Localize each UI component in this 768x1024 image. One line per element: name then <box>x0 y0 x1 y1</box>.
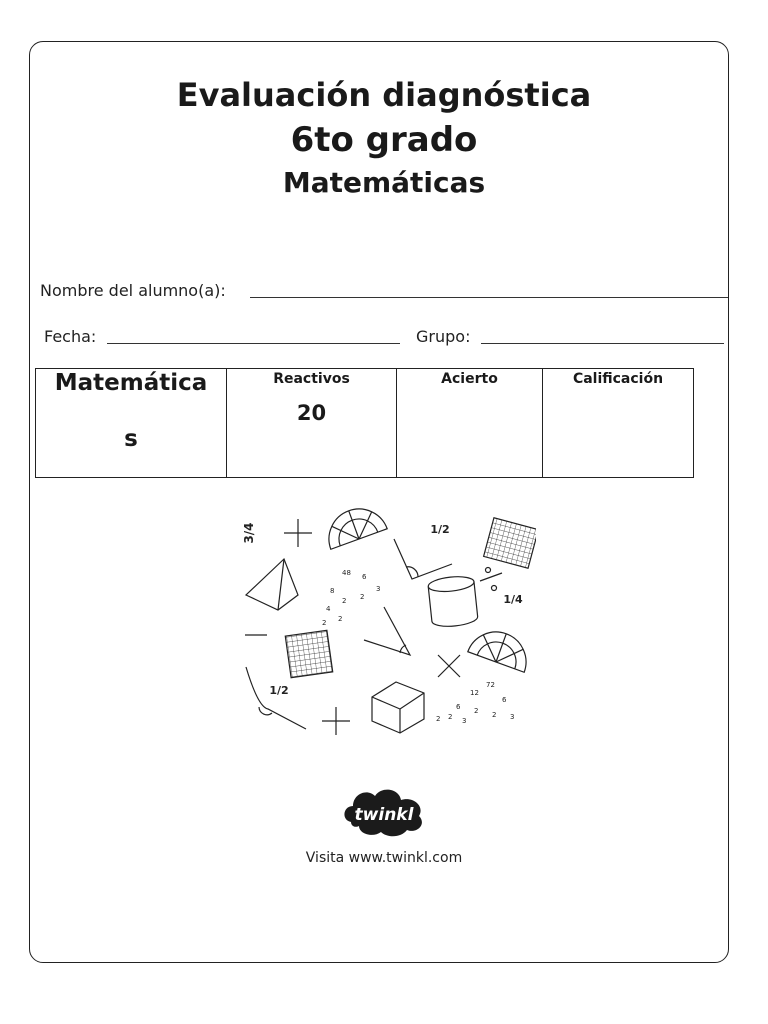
score-table <box>35 368 694 478</box>
svg-text:3: 3 <box>462 717 467 725</box>
svg-text:72: 72 <box>486 681 495 689</box>
fraction-top: 1/2 <box>430 523 450 536</box>
cylinder-icon <box>428 575 479 629</box>
math-clipart <box>234 507 536 739</box>
reactivos-value: 20 <box>296 401 327 425</box>
svg-text:6: 6 <box>502 696 507 704</box>
subject-cell-line-2: s <box>124 426 138 452</box>
grid-paper-icon <box>285 630 332 677</box>
svg-text:2: 2 <box>342 597 347 605</box>
svg-text:2: 2 <box>360 593 365 601</box>
title-line-2: 6to grado <box>290 120 478 160</box>
fraction-bottom-left: 1/2 <box>269 684 289 697</box>
group-line[interactable] <box>481 343 724 344</box>
pyramid-icon <box>246 559 298 610</box>
grid-paper-icon <box>484 518 536 569</box>
subject-title: Matemáticas <box>282 166 486 199</box>
angle-icon <box>394 539 452 579</box>
svg-text:6: 6 <box>456 703 461 711</box>
svg-text:2: 2 <box>436 715 441 723</box>
visit-link[interactable]: Visita www.twinkl.com <box>305 850 463 866</box>
reactivos-header: Reactivos <box>273 371 350 387</box>
fraction-icon-tl <box>242 522 256 543</box>
svg-text:2: 2 <box>448 713 453 721</box>
svg-text:2: 2 <box>338 615 343 623</box>
date-label: Fecha: <box>44 327 97 346</box>
svg-text:4: 4 <box>326 605 331 613</box>
acierto-cell[interactable] <box>397 369 543 478</box>
protractor-icon <box>468 624 535 673</box>
logo-text: twinkl <box>354 805 414 825</box>
angle-icon <box>364 607 410 655</box>
svg-text:2: 2 <box>492 711 497 719</box>
title-line-1: Evaluación diagnóstica <box>176 76 592 114</box>
name-line[interactable] <box>250 297 728 298</box>
subject-cell-line-1: Matemática <box>54 370 208 396</box>
reactivos-cell <box>227 369 397 478</box>
svg-text:6: 6 <box>362 573 367 581</box>
group-label: Grupo: <box>416 327 471 346</box>
factor-tree-1 <box>322 569 380 627</box>
protractor-icon <box>321 507 388 549</box>
times-icon <box>438 655 460 677</box>
svg-text:2: 2 <box>322 619 327 627</box>
fraction-text: 3/4 <box>242 522 256 544</box>
calificacion-header: Calificación <box>572 371 664 387</box>
twinkl-logo[interactable] <box>341 784 427 840</box>
subject-cell <box>36 369 227 478</box>
svg-text:48: 48 <box>342 569 351 577</box>
svg-text:12: 12 <box>470 689 479 697</box>
fraction-right: 1/4 <box>503 593 523 606</box>
svg-text:2: 2 <box>474 707 479 715</box>
plus-icon <box>284 519 312 547</box>
svg-text:3: 3 <box>510 713 515 721</box>
calificacion-cell[interactable] <box>543 369 694 478</box>
svg-text:8: 8 <box>330 587 335 595</box>
acierto-header: Acierto <box>441 371 498 387</box>
factor-tree-2 <box>436 681 514 725</box>
date-line[interactable] <box>107 343 400 344</box>
svg-text:3: 3 <box>376 585 381 593</box>
name-label: Nombre del alumno(a): <box>40 281 226 300</box>
plus-icon <box>322 707 350 735</box>
divide-icon <box>480 568 502 591</box>
cube-icon <box>372 682 424 733</box>
